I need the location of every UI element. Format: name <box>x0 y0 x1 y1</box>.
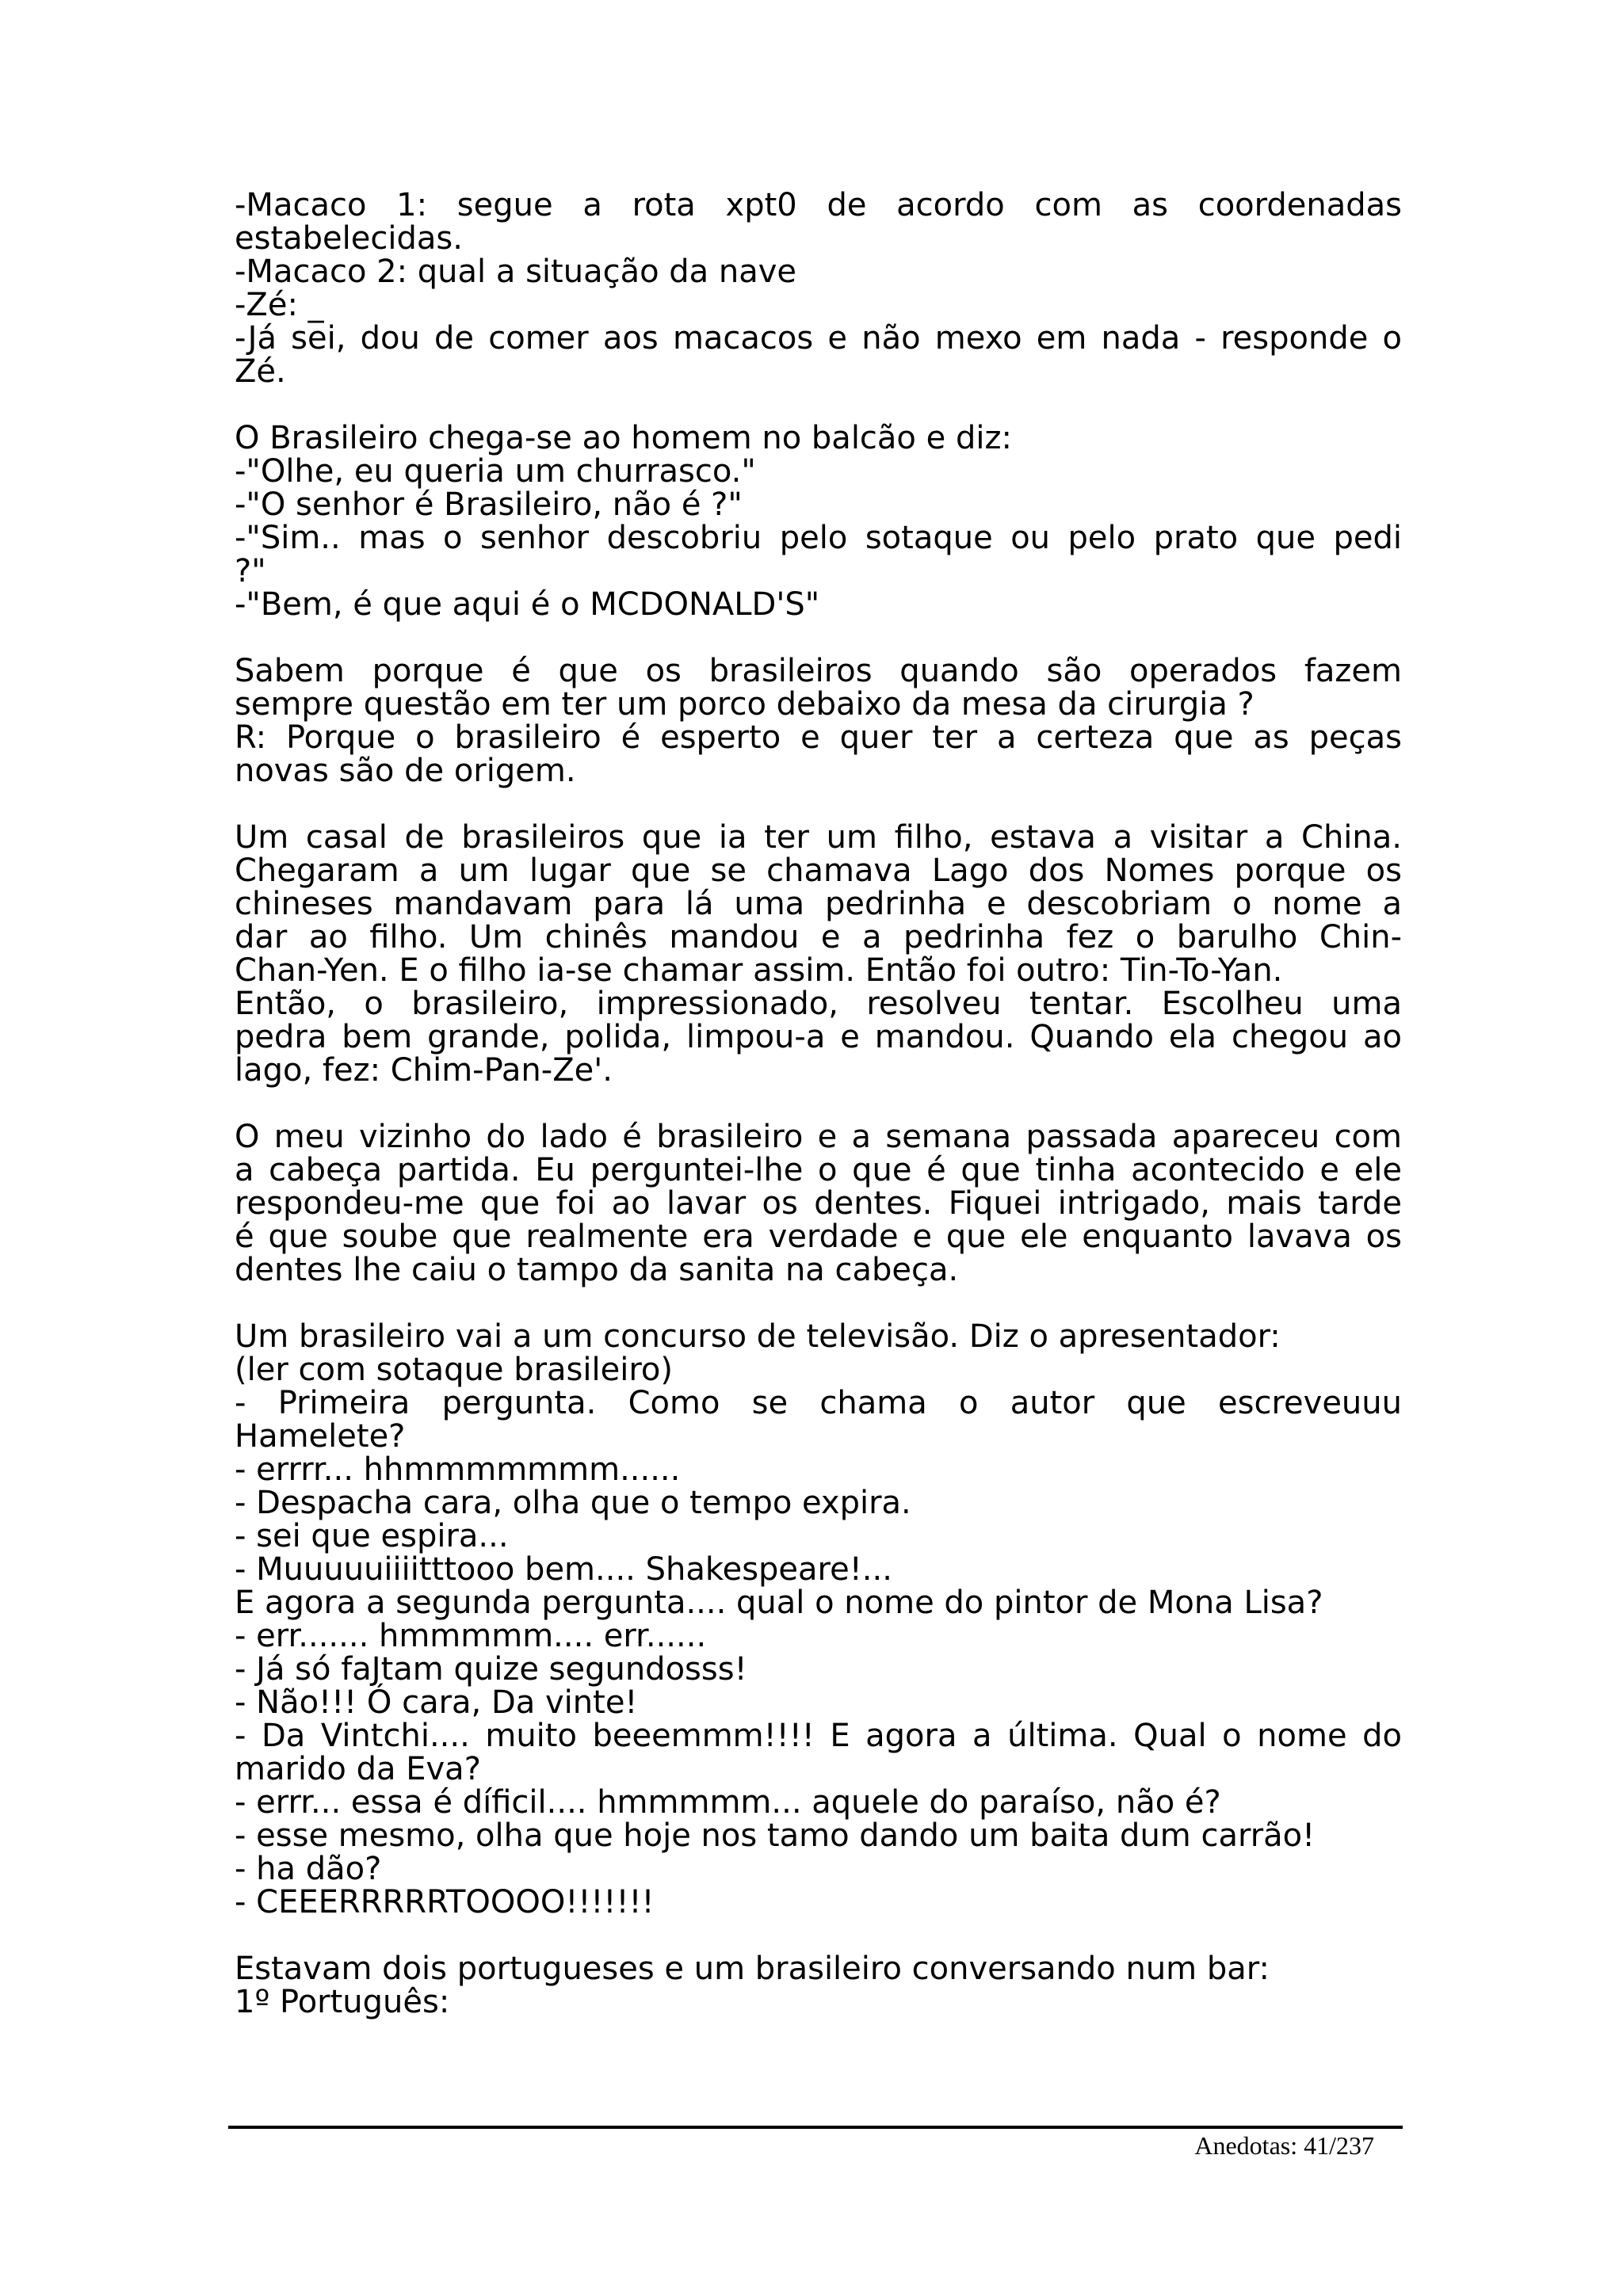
text-line: ?" <box>235 553 266 589</box>
text-line: dar ao filho. Um chinês mandou e a pedrinha fez o barulho Chin- <box>235 919 1402 955</box>
text-line: - Da Vintchi.... muito beeemmm!!!! E agora a última. Qual o nome do <box>235 1718 1402 1754</box>
text-line: - errrr... hhmmmmmmm...... <box>235 1451 681 1488</box>
paragraph <box>235 821 1402 1087</box>
paragraph <box>235 189 1402 388</box>
text-line: chineses mandavam para lá uma pedrinha e descobriam o nome a <box>235 886 1402 922</box>
text-line: R: Porque o brasileiro é esperto e quer ter a certeza que as peças <box>235 719 1402 756</box>
text-line: - err....... hmmmmm.... err...... <box>235 1618 707 1654</box>
text-line: -Macaco 2: qual a situação da nave <box>235 254 797 290</box>
text-line: - Já só faJtam quize segundosss! <box>235 1651 747 1688</box>
paragraph <box>235 1120 1402 1287</box>
text-line: - Muuuuuiiiitttooo bem.... Shakespeare!... <box>235 1551 892 1588</box>
text-line: - sei que espira... <box>235 1518 509 1554</box>
text-line: - ha dão? <box>235 1851 382 1887</box>
text-line: Um brasileiro vai a um concurso de televisão. Diz o apresentador: <box>235 1318 1281 1355</box>
paragraph <box>235 421 1402 621</box>
text-line: é que soube que realmente era verdade e que ele enquanto lavava os <box>235 1219 1402 1255</box>
text-line: marido da Eva? <box>235 1751 481 1787</box>
text-line: E agora a segunda pergunta.... qual o nome do pintor de Mona Lisa? <box>235 1585 1323 1621</box>
text-line: respondeu-me que foi ao lavar os dentes. Fiquei intrigado, mais tarde <box>235 1185 1402 1222</box>
text-line: - Despacha cara, olha que o tempo expira. <box>235 1485 911 1521</box>
text-line: O meu vizinho do lado é brasileiro e a semana passada apareceu com <box>235 1119 1402 1155</box>
text-line: - esse mesmo, olha que hoje nos tamo dando um baita dum carrão! <box>235 1817 1316 1854</box>
text-line: - Não!!! Ó cara, Da vinte! <box>235 1684 638 1721</box>
text-line: sempre questão em ter um porco debaixo da mesa da cirurgia ? <box>235 686 1254 723</box>
text-line: -Macaco 1: segue a rota xpt0 de acordo com as coordenadas <box>235 187 1402 223</box>
text-line: a cabeça partida. Eu perguntei-lhe o que é que tinha acontecido e ele <box>235 1152 1402 1188</box>
text-line: lago, fez: Chim-Pan-Ze'. <box>235 1052 613 1089</box>
text-line: -"Olhe, eu queria um churrasco." <box>235 453 756 490</box>
text-line: Um casal de brasileiros que ia ter um filho, estava a visitar a China. <box>235 819 1402 856</box>
text-line: - CEEERRRRRTOOOO!!!!!!! <box>235 1884 655 1920</box>
text-line: -"Bem, é que aqui é o MCDONALD'S" <box>235 586 820 623</box>
document-body <box>235 189 1402 2052</box>
text-line: -Já sei, dou de comer aos macacos e não mexo em nada - responde o <box>235 320 1402 357</box>
text-line: estabelecidas. <box>235 220 463 257</box>
text-line: Chan-Yen. E o filho ia-se chamar assim. Então foi outro: Tin-To-Yan. <box>235 952 1283 989</box>
text-line: Zé. <box>235 353 286 390</box>
text-line: -"Sim.. mas o senhor descobriu pelo sotaque ou pelo prato que pedi <box>235 520 1402 556</box>
text-line: 1º Português: <box>235 1984 450 2020</box>
text-line: dentes lhe caiu o tampo da sanita na cabeça. <box>235 1252 959 1288</box>
paragraph <box>235 1320 1402 1919</box>
text-line: Estavam dois portugueses e um brasileiro conversando num bar: <box>235 1951 1270 1987</box>
text-line: - Primeira pergunta. Como se chama o autor que escreveuuu <box>235 1385 1402 1421</box>
text-line: pedra bem grande, polida, limpou-a e mandou. Quando ela chegou ao <box>235 1019 1402 1055</box>
text-line: O Brasileiro chega-se ao homem no balcão e diz: <box>235 420 1012 456</box>
footer-page-label: Anedotas: 41/237 <box>1194 2131 1374 2160</box>
paragraph <box>235 1952 1402 2019</box>
text-line: Sabem porque é que os brasileiros quando são operados fazem <box>235 653 1402 689</box>
text-line: Então, o brasileiro, impressionado, resolveu tentar. Escolheu uma <box>235 986 1402 1022</box>
text-line: -"O senhor é Brasileiro, não é ?" <box>235 486 743 523</box>
text-line: novas são de origem. <box>235 753 576 789</box>
text-line: (ler com sotaque brasileiro) <box>235 1352 673 1388</box>
paragraph <box>235 654 1402 788</box>
text-line: -Zé: _ <box>235 287 324 323</box>
footer-divider <box>228 2126 1403 2129</box>
text-line: Chegaram a um lugar que se chamava Lago dos Nomes porque os <box>235 852 1402 889</box>
text-line: Hamelete? <box>235 1418 406 1455</box>
text-line: - errr... essa é díficil.... hmmmmm... aquele do paraíso, não é? <box>235 1784 1221 1821</box>
